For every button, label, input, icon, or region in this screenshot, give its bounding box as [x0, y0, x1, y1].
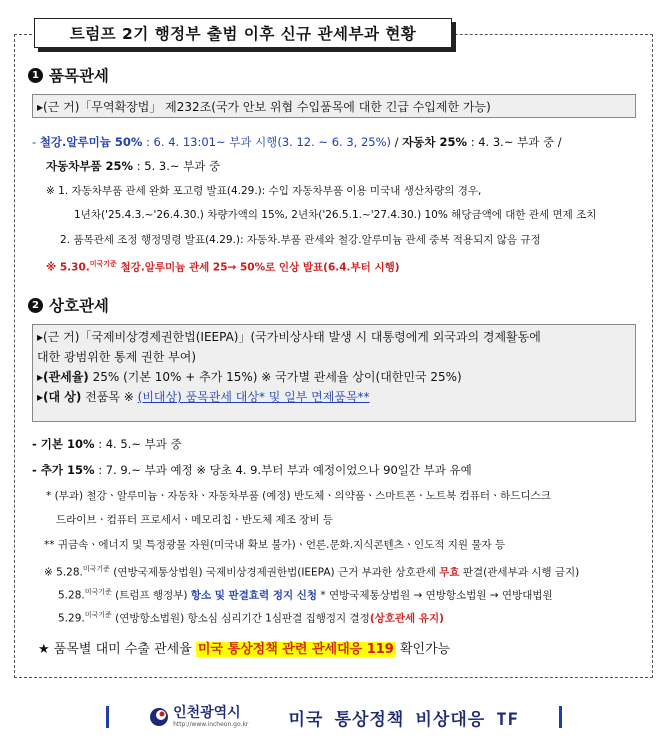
note-3: ※ 5.30.$^{미국기준}$ 철강.알루미늄 관세 25→ 50%로 인상 발표(6.4.부터 시행) [46, 260, 400, 274]
target-line: ▸(대 상) 전품목 ※ (비대상) 품목관세 대상* 및 일부 면제품목** [37, 390, 370, 404]
logo-url: http://www.incheon.go.kr [173, 721, 249, 728]
logo-name: 인천광역시 [173, 705, 241, 721]
footer [106, 702, 562, 732]
court-note-1: ※ 5.28.$^{미국기준}$ (연방국제통상법원) 국제비상경제권한법(IEEPA) 근거 부과한 상호관세 무효 판결(관세부과 시행 금지) [44, 565, 580, 579]
footnote-2: ** 귀금속ㆍ에너지 및 특정광물 자원(미국내 확보 불가)ㆍ언론.문화.지식콘텐츠ㆍ인도적 지원 물자 등 [44, 539, 506, 551]
note-1: ※ 1. 자동차부품 관세 완화 포고령 발표(4.29.): 수입 자동차부품 이용 미국내 생산차량의 경우, [46, 185, 482, 197]
steel-rate: 철강.알루미늄 50% [39, 135, 143, 149]
section1-basis-box [32, 94, 636, 118]
tf-title: 미국 통상정책 비상대응 TF [288, 709, 519, 730]
parts-detail: : 5. 3.~ 부과 중 [133, 159, 221, 173]
section2-basis-box [32, 324, 636, 422]
basis-text: 「무역확장법」 제232조(국가 안보 위협 수입품목에 대한 긴급 수입제한 가능) [79, 100, 491, 114]
steel-detail: : 6. 4. 13:01~ 부과 시행(3. 12. ~ 6. 3, 25%) [142, 135, 391, 149]
note-2: 2. 품목관세 조정 행정명령 발표(4.29.): 자동차.부품 관세와 철강.알루미늄 관세 중복 적용되지 않음 규정 [60, 234, 541, 246]
steel-auto-line: - 철강.알루미늄 50% : 6. 4. 13:01~ 부과 시행(3. 12. ~ 6. 3, 25%) / 자동차 25% : 4. 3.~ 부과 중 / [32, 135, 562, 149]
basis2-line1: ▸(근 거)「국제비상경제권한법(IEEPA)」(국가비상사태 발생 시 대통령에게 외국과의 경제활동에 [37, 330, 541, 344]
section1-title: 품목관세 [49, 67, 109, 85]
section2-title: 상호관세 [49, 297, 109, 315]
auto-rate: 자동차 25% [402, 135, 468, 149]
footer-bar-left [106, 706, 109, 728]
incheon-logo-icon [149, 707, 169, 727]
tariff-119-link[interactable]: 미국 통상정책 관련 관세대응 119 [197, 642, 394, 657]
footer-bar-right [559, 706, 562, 728]
extra-rate-line: - 추가 15% : 7. 9.~ 부과 예정 ※ 당초 4. 9.부터 부과 예정이었으나 90일간 부과 유예 [32, 463, 472, 477]
page-title: 트럼프 2기 행정부 출범 이후 신규 관세부과 현황 [34, 18, 452, 48]
parts-rate: 자동차부품 25% [46, 159, 134, 173]
section-number-2: 2 [28, 298, 43, 313]
footnote-1: * (부과) 철강ㆍ알루미늄ㆍ자동차ㆍ자동차부품 (예정) 반도체ㆍ의약품ㆍ스마트폰ㆍ노트북 컴퓨터ㆍ하드디스크 [46, 490, 551, 502]
section2-heading [28, 294, 109, 316]
exemption-link[interactable]: (비대상) 품목관세 대상* 및 일부 면제품목** [137, 390, 370, 404]
section-number-1: 1 [28, 68, 43, 83]
footnote-1b: 드라이브ㆍ컴퓨터 프로세서ㆍ메모리칩ㆍ반도체 제조 장비 등 [56, 514, 334, 526]
auto-parts-line [46, 158, 220, 174]
basis2-line2: 대한 광범위한 통제 권한 부여) [37, 350, 197, 364]
basis-prefix: ▸(근 거) [37, 100, 80, 114]
court-note-2: 5.28.$^{미국기준}$ (트럼프 행정부) 항소 및 판결효력 정지 신청 * 연방국제통상법원 → 연방항소법원 → 연방대법원 [58, 588, 553, 602]
basic-rate-line: - 기본 10% : 4. 5.~ 부과 중 [32, 437, 182, 451]
section1-heading [28, 64, 109, 86]
court-note-3: 5.29.$^{미국기준}$ (연방항소법원) 항소심 심리기간 1심판결 집행정지 결정(상호관세 유지) [58, 611, 444, 625]
auto-detail: : 4. 3.~ 부과 중 / [467, 135, 562, 149]
star-line: ★ 품목별 대미 수출 관세율 미국 통상정책 관련 관세대응 119 확인가능 [38, 642, 451, 657]
incheon-logo [149, 706, 248, 728]
rate-line: ▸(관세율) 25% (기본 10% + 추가 15%) ※ 국가별 관세율 상이(대한민국 25%) [37, 370, 462, 384]
star-icon: ★ [38, 642, 50, 657]
note-1b: 1년차('25.4.3.~'26.4.30.) 차량가액의 15%, 2년차('26.5.1.~'27.4.30.) 10% 해당금액에 대한 관세 면제 조치 [74, 209, 597, 221]
